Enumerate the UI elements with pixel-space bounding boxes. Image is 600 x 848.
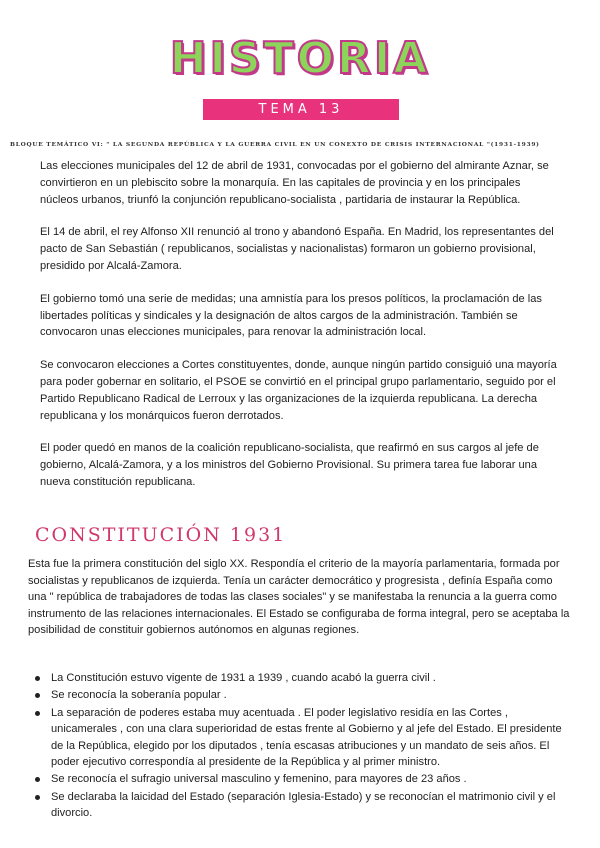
list-item bbox=[35, 687, 565, 703]
list-item-text: La separación de poderes estaba muy acentuada . El poder legislativo residía en las Cortes , unicamerales , con una clara superioridad de estas frente al Gobierno y al jefe del Estado. El presidente de la República, elegido por los diputados , tenía escasas atribuciones y un mandato de seis años. El poder ejecutivo correspondía al presidente de la República y al primer ministro. bbox=[51, 706, 562, 769]
tema-badge: TEMA 13 bbox=[203, 99, 399, 120]
list-item-text: La Constitución estuvo vigente de 1931 a 1939 , cuando acabó la guerra civil . bbox=[51, 672, 436, 684]
list-item bbox=[35, 705, 565, 771]
paragraph: El gobierno tomó una serie de medidas; una amnistía para los presos políticos, la proclamación de las libertades políticas y sindicales y la designación de altos cargos de la administración. También se convocaron unas elecciones municipales, para renovar la administración local. bbox=[40, 292, 542, 339]
bullet-icon bbox=[35, 795, 40, 800]
list-item-text: Se reconocía el sufragio universal masculino y femenino, para mayores de 23 años . bbox=[51, 773, 467, 786]
section-heading: CONSTITUCIÓN 1931 bbox=[35, 524, 287, 546]
bullet-icon bbox=[35, 676, 40, 681]
bullet-icon bbox=[35, 777, 40, 782]
main-title: HISTORIA bbox=[169, 33, 431, 84]
paragraph: El poder quedó en manos de la coalición republicano-socialista, que reafirmó en sus cargos al jefe de gobierno, Alcalá-Zamora, y a los ministros del Gobierno Provisional. Su primera tarea fue laborar una nueva constitución republicana. bbox=[40, 442, 539, 488]
bullet-list bbox=[35, 670, 565, 823]
list-item bbox=[35, 789, 565, 822]
paragraph: Se convocaron elecciones a Cortes constituyentes, donde, aunque ningún partido consiguió una mayoría para poder gobernar en solitario, el PSOE se convirtió en el principal grupo parlamentario, seguido por el Partido Republicano Radical de Lerroux y las organizaciones de la izquierda republicana. La derecha republicana y los monárquicos fueron derrotados. bbox=[40, 359, 557, 422]
list-item bbox=[35, 771, 565, 787]
list-item bbox=[35, 670, 565, 686]
intro-section bbox=[40, 158, 560, 507]
paragraph: El 14 de abril, el rey Alfonso XII renunció al trono y abandonó España. En Madrid, los representantes del pacto de San Sebastián ( republicanos, socialistas y nacionalistas) formaron un gobierno provisional, presidido por Alcalá-Zamora. bbox=[40, 226, 554, 272]
bullet-icon bbox=[35, 693, 40, 698]
list-item-text: Se declaraba la laicidad del Estado (separación Iglesia-Estado) y se reconocían el matrimonio civil y el divorcio. bbox=[51, 790, 556, 820]
paragraph: Las elecciones municipales del 12 de abril de 1931, convocadas por el gobierno del almirante Aznar, se convirtieron en un plebiscito sobre la monarquía. En las capitales de provincia y en los principales núcleos urbanos, triunfó la conjunción republicano-socialista , partidaria de instaurar la República. bbox=[40, 160, 549, 206]
bullet-icon bbox=[35, 711, 40, 716]
constitution-paragraph: Esta fue la primera constitución del siglo XX. Respondía el criterio de la mayoría parlamentaria, formada por socialistas y republicanos de izquierda. Tenía un carácter democrático y progresista , definía España como una " república de trabajadores de todas las clases sociales" y se manifestaba la renuncia a la guerra como instrumento de las relaciones internacionales. El Estado se configuraba de forma integral, pero se aceptaba la posibilidad de constituir gobiernos autónomos en algunas regiones. bbox=[28, 558, 570, 637]
list-item-text: Se reconocía la soberanía popular . bbox=[51, 689, 227, 702]
bloque-subtitle: BLOQUE TEMÁTICO VI: " LA SEGUNDA REPÚBLICA Y LA GUERRA CIVIL EN UN CONEXTO DE CRISIS INTERNACIONAL "(1931-1939) bbox=[10, 141, 540, 148]
